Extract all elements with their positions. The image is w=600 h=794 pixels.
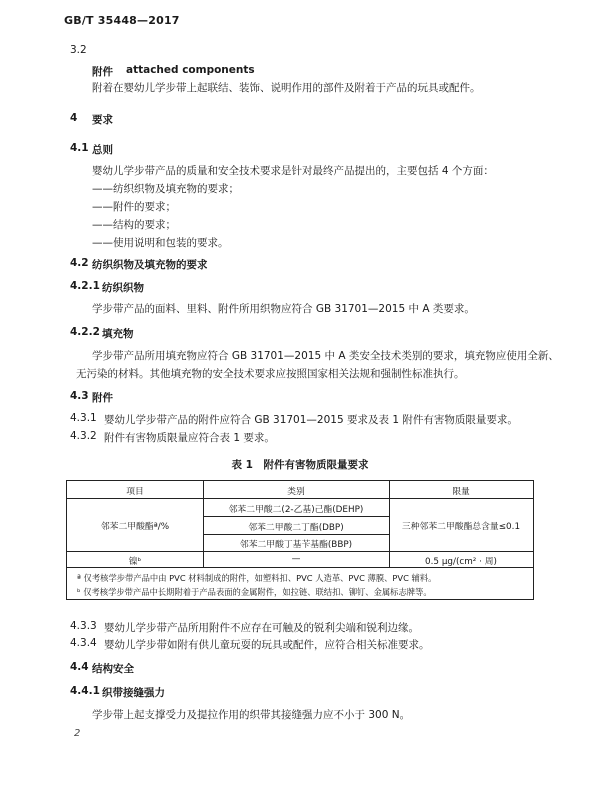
clause-number: 4: [70, 112, 78, 124]
clause-number: 4.4: [70, 661, 89, 673]
section-title: 总则: [92, 144, 113, 156]
clause-number: 4.2: [70, 257, 89, 269]
table-caption: 表 1 附件有害物质限量要求: [231, 459, 369, 471]
paragraph: 学步带产品所用填充物应符合 GB 31701—2015 中 A 类安全技术类别的要求，填充物应使用全新、: [92, 350, 559, 362]
list-item: ——纺织织物及填充物的要求；: [92, 183, 239, 195]
table-header: 项目: [126, 487, 144, 497]
clause-number: 4.4.1: [70, 685, 100, 697]
table-cell: 邻苯二甲酸酯ª/%: [100, 522, 170, 532]
clause-number: 4.3: [70, 390, 89, 402]
clause-number: 4.2.1: [70, 280, 100, 292]
clause-number: 4.3.2: [70, 430, 97, 442]
table-cell: —: [291, 554, 301, 564]
clause-number: 4.1: [70, 142, 89, 154]
table-cell: 三种邻苯二甲酸酯总含量≤0.1: [401, 522, 521, 532]
clause-number: 4.3.1: [70, 412, 97, 424]
paragraph: 无污染的材料。其他填充物的安全技术要求应按照国家相关法规和强制性标准执行。: [76, 368, 465, 380]
section-title: 附件: [92, 392, 113, 404]
paragraph: 婴幼儿学步带如附有供儿童玩耍的玩具或配件，应符合相关标准要求。: [104, 639, 430, 651]
clause-number: 4.3.4: [70, 637, 97, 649]
table-cell: 0.5 μg/(cm² · 周): [425, 557, 497, 567]
table-cell: 镍ᵇ: [128, 557, 142, 567]
list-item: ——附件的要求；: [92, 201, 176, 213]
paragraph: 婴幼儿学步带产品所用附件不应存在可触及的锐利尖端和锐利边缘。: [104, 622, 419, 634]
clause-number: 4.3.3: [70, 620, 97, 632]
list-item: ——结构的要求；: [92, 219, 176, 231]
paragraph: 婴幼儿学步带产品的附件应符合 GB 31701—2015 要求及表 1 附件有害物质限量要求。: [104, 414, 518, 426]
clause-number: 3.2: [70, 44, 87, 56]
section-title: 填充物: [102, 328, 134, 340]
paragraph: 婴幼儿学步带产品的质量和安全技术要求是针对最终产品提出的，主要包括 4 个方面：: [92, 165, 494, 177]
term-en: attached components: [126, 64, 255, 76]
table-cell: 邻苯二甲酸二丁酯(DBP): [248, 523, 344, 533]
section-title: 纺织织物及填充物的要求: [92, 259, 208, 271]
section-title: 结构安全: [92, 663, 134, 675]
hazard-limit-table: [66, 480, 534, 600]
section-title: 纺织织物: [102, 282, 144, 294]
standard-id: GB/T 35448—2017: [64, 14, 180, 27]
section-title: 织带接缝强力: [102, 687, 165, 699]
table-cell: 邻苯二甲酸二(2-乙基)己酯(DEHP): [228, 505, 364, 515]
page-number: 2: [74, 728, 81, 739]
paragraph: 学步带上起支撑受力及提拉作用的织带其接缝强力应不小于 300 N。: [92, 709, 411, 721]
section-title: 要求: [92, 114, 113, 126]
table-header: 限量: [452, 487, 470, 497]
paragraph: 学步带产品的面料、里料、附件所用织物应符合 GB 31701—2015 中 A 类要求。: [92, 303, 475, 315]
paragraph: 附件有害物质限量应符合表 1 要求。: [104, 432, 275, 444]
table-cell: 邻苯二甲酸丁基苄基酯(BBP): [239, 540, 353, 550]
list-item: ——使用说明和包装的要求。: [92, 237, 229, 249]
table-header: 类别: [287, 487, 305, 497]
term-cn: 附件: [92, 66, 113, 78]
term-definition: 附着在婴幼儿学步带上起联结、装饰、说明作用的部件及附着于产品的玩具或配件。: [92, 82, 481, 94]
clause-number: 4.2.2: [70, 326, 100, 338]
table-footnote: ª 仅考核学步带产品中由 PVC 材料制成的附件，如塑料扣、PVC 人造革、PVC 薄膜、PVC 辅料。: [77, 573, 437, 583]
table-footnote: ᵇ 仅考核学步带产品中长期附着于产品表面的金属附件，如拉链、联结扣、铆钉、金属标志牌等。: [77, 587, 432, 597]
